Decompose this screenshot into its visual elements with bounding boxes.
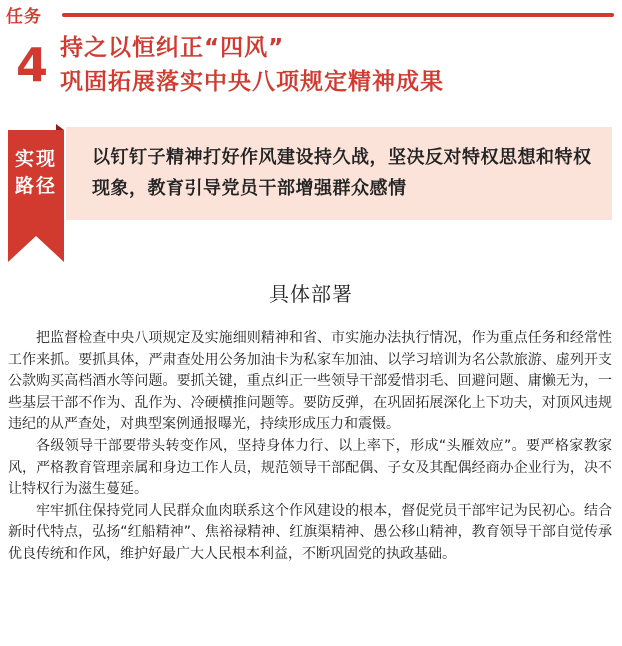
paragraph: 把监督检查中央八项规定及实施细则精神和省、市实施办法执行情况，作为重点任务和经常性工作来抓。要抓具体，严肃查处用公务加油卡为私家车加油、以学习培训为名公款旅游、虚列开支公款购买高档酒水等问题。要抓关键，重点纠正一些领导干部爱惜羽毛、回避问题、庸懒无为，一些基层干部不作为、乱作为、冷硬横推问题等。要防反弹，在巩固拓展深化上下功夫，对顶风违规违纪的从严查处，对典型案例通报曝光，持续形成压力和震慑。	[8, 330, 612, 433]
path-text: 以钉钉子精神打好作风建设持久战，坚决反对特权思想和特权现象，教育引导党员干部增强群众感情	[92, 147, 592, 199]
title-line-2: 巩固拓展落实中央八项规定精神成果	[60, 69, 444, 95]
paragraph: 各级领导干部要带头转变作风，坚持身体力行、以上率下，形成“头雁效应”。要严格家教家风，严格教育管理亲属和身边工作人员，规范领导干部配偶、子女及其配偶经商办企业行为，决不让特权行为滋生蔓延。	[8, 437, 612, 498]
body-text	[8, 328, 612, 566]
paragraph: 牢牢抓住保持党同人民群众血肉联系这个作风建设的根本，督促党员干部牢记为民初心。结合新时代特点，弘扬“红船精神”、焦裕禄精神、红旗渠精神、愚公移山精神，教育领导干部自觉传承优良传统和作风，维护好最广大人民根本利益，不断巩固党的执政基础。	[8, 502, 612, 562]
task-label: 任务	[6, 7, 42, 27]
title-line-1: 持之以恒纠正“四风”	[60, 35, 285, 61]
top-divider	[62, 13, 614, 17]
page-title	[60, 31, 444, 99]
task-number: 4	[16, 38, 49, 92]
path-label-line-2: 路径	[14, 175, 57, 197]
path-label	[8, 146, 64, 200]
path-label-line-1: 实现	[14, 148, 57, 170]
section-heading: 具体部署	[269, 282, 353, 306]
